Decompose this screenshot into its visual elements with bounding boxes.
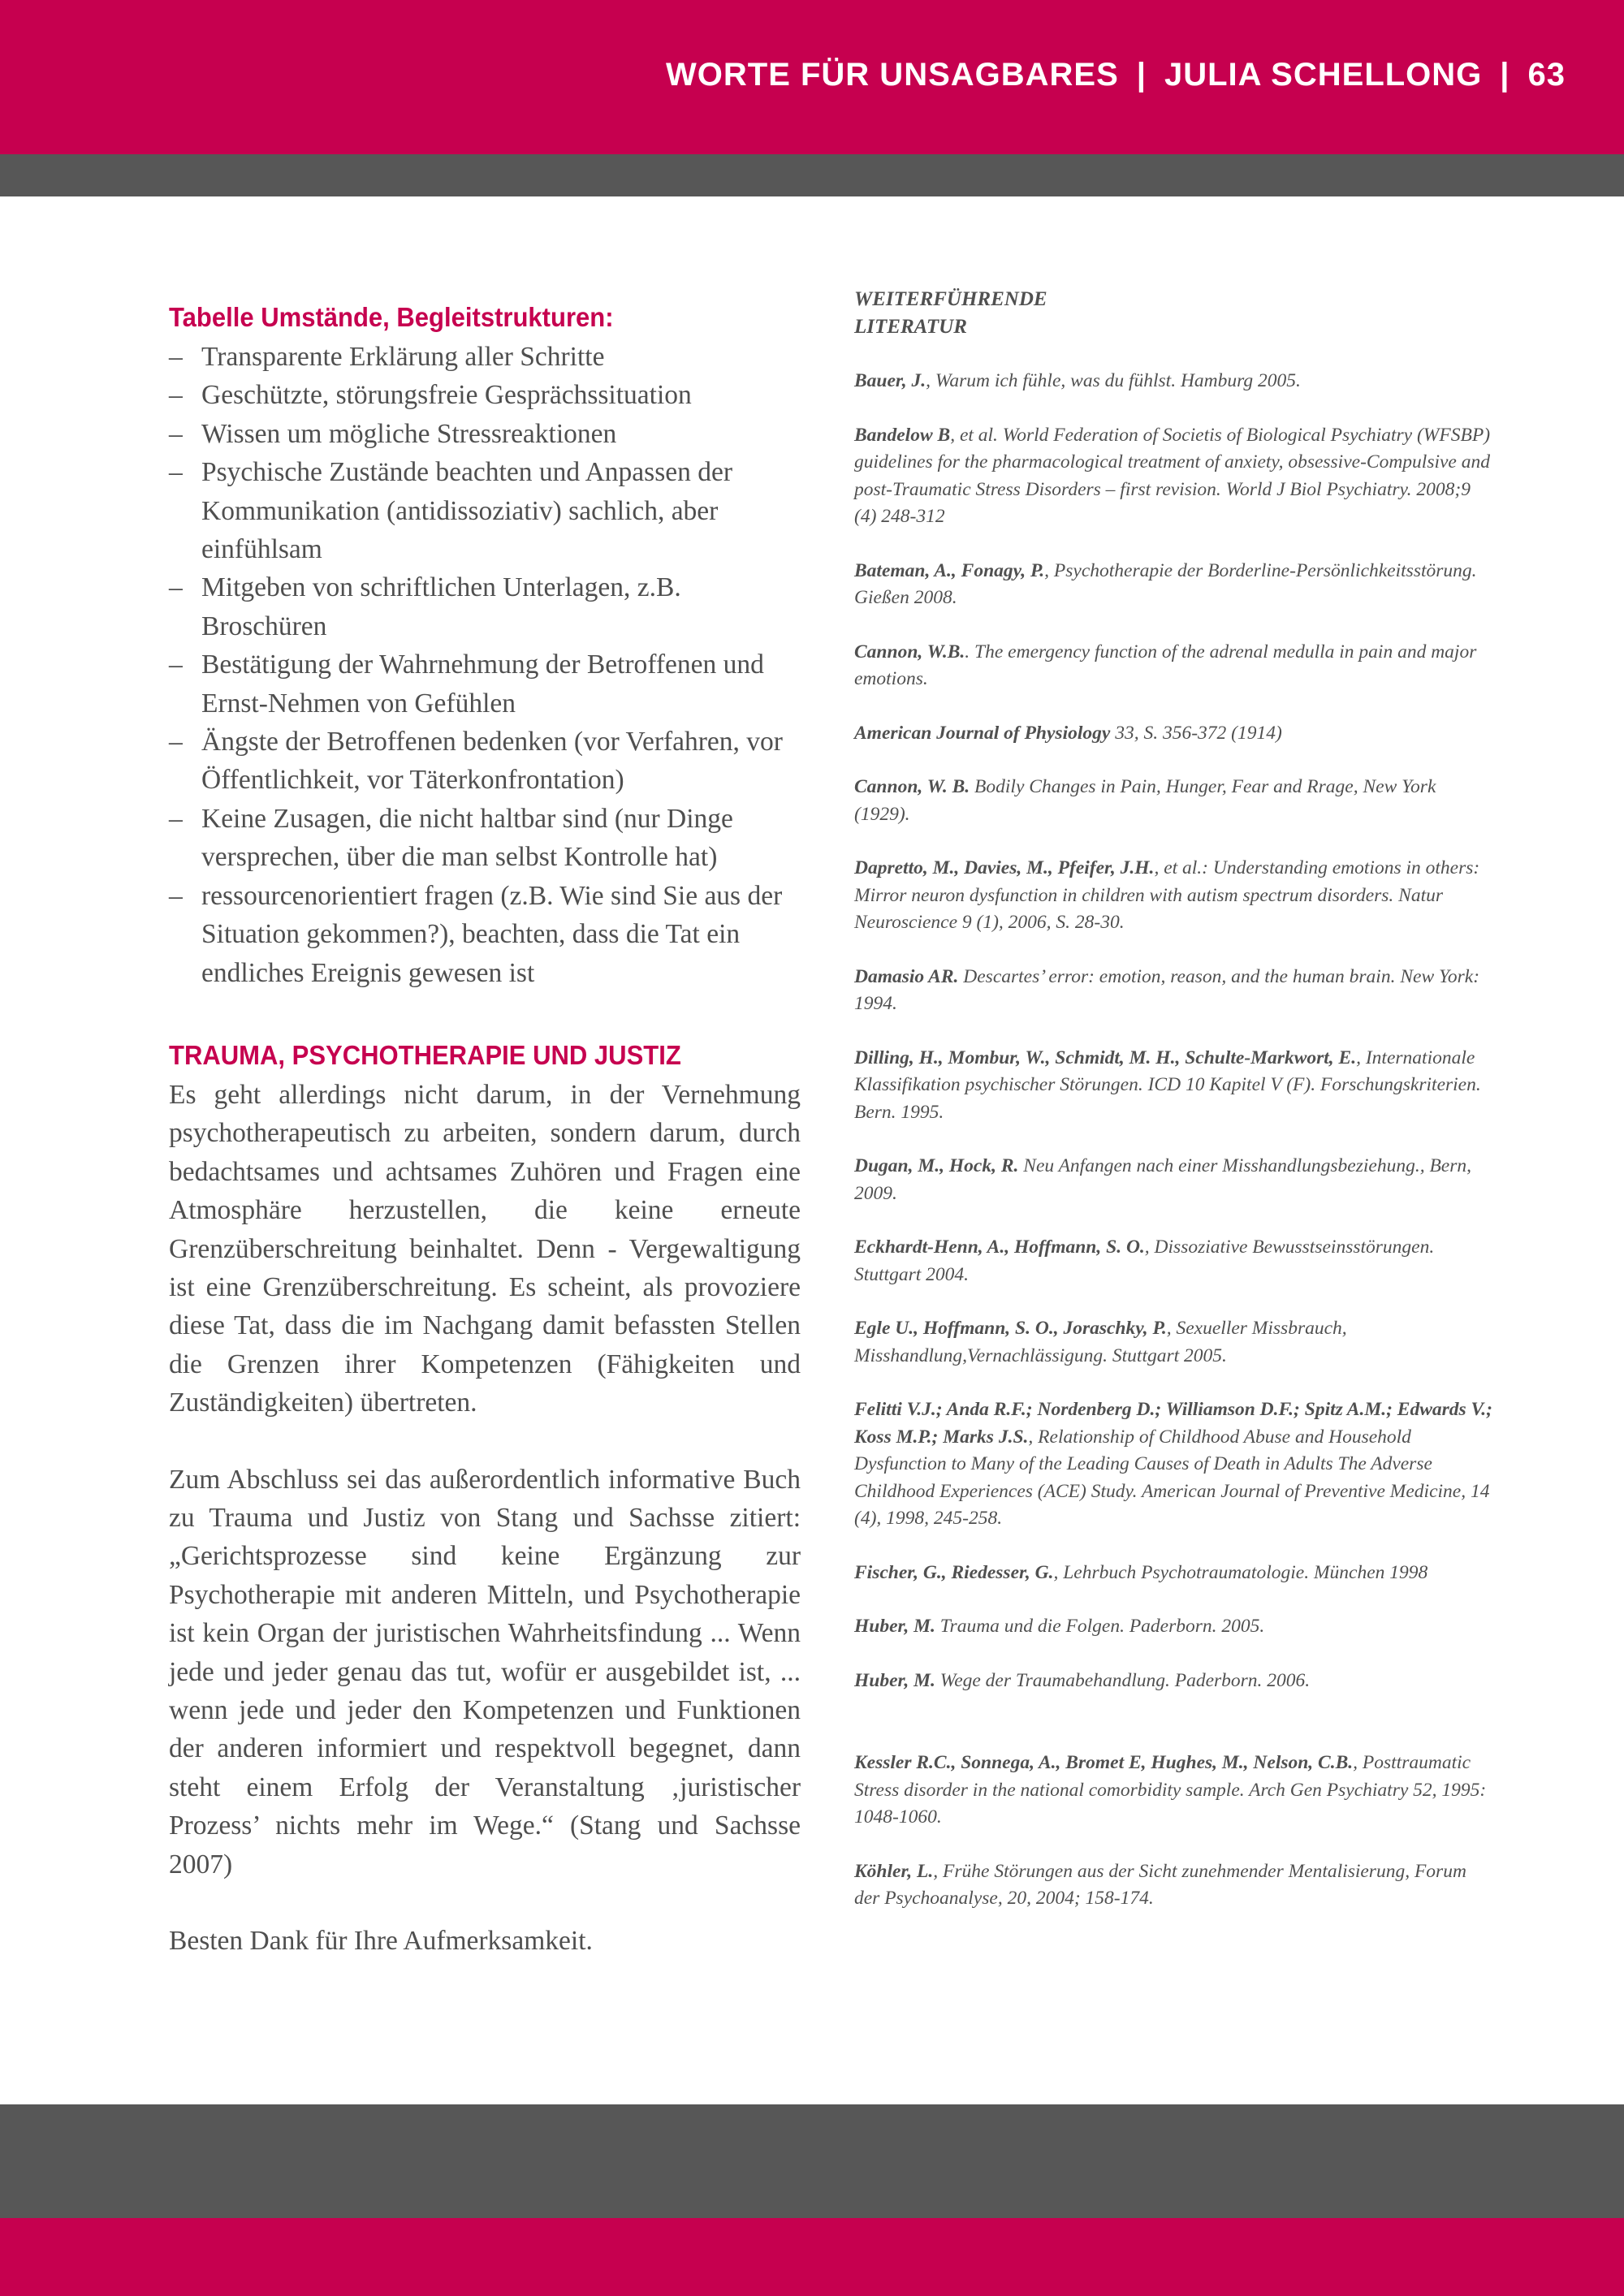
section-heading: TRAUMA, PSYCHOTHERAPIE UND JUSTIZ: [169, 1039, 681, 1070]
reference-item: [854, 1045, 1496, 1127]
page-number: 63: [1527, 57, 1566, 93]
reference-author: Dilling, H., Mombur, W., Schmidt, M. H., Schulte-Markwort, E.: [854, 1047, 1357, 1068]
reference-item: [854, 1858, 1496, 1913]
reference-item: [854, 964, 1496, 1018]
bullet-list: [169, 338, 801, 992]
list-item: – Wissen um mögliche Stressreaktionen: [169, 415, 801, 453]
reference-author: Huber, M.: [854, 1669, 935, 1691]
table-heading: Tabelle Umstände, Begleitstrukturen:: [169, 302, 614, 332]
list-item: – Transparente Erklärung aller Schritte: [169, 338, 801, 376]
reference-item: [854, 1315, 1496, 1370]
reference-author: Bauer, J.: [854, 370, 926, 391]
reference-author: Bateman, A., Fonagy, P.: [854, 559, 1045, 581]
reference-item: [854, 1396, 1496, 1533]
reference-author: Cannon, W.B.: [854, 641, 965, 662]
reference-text: , Warum ich fühle, was du fühlst. Hamburg 2005.: [926, 370, 1301, 391]
header-separator: |: [1500, 57, 1510, 93]
publication-title: WORTE FÜR UNSAGBARES: [666, 57, 1119, 93]
body-paragraph: Zum Abschluss sei das außerordentlich informative Buch zu Trauma und Justiz von Stang und Sachsse zitiert: „Gerichtsprozesse sind keine Ergänzung zur Psychotherapie mit anderen Mitteln, und Psychotherapie ist kein Organ der juristischen Wahrheitsfindung ... Wenn jede und jeder genau das tut, wofür er ausgebildet ist, ... wenn jede und jeder den Kompetenzen und Funktionen der anderen informiert und respektvoll begegnet, dann steht einem Erfolg der Veranstaltung ‚juristischer Prozess’ nichts mehr im Wege.“ (Stang und Sachsse 2007): [169, 1464, 801, 1880]
reference-text: , Posttraumatic Stress disorder in the national comorbidity sample. Arch Gen Psychiatry 52, 1995: 1048-1060.: [854, 1752, 1487, 1828]
reference-item: [854, 774, 1496, 828]
footer-grey-strip: [0, 2104, 1624, 2218]
list-item: – Bestätigung der Wahrnehmung der Betroffenen und Ernst-Nehmen von Gefühlen: [169, 645, 801, 723]
reference-item: [854, 1750, 1496, 1832]
reference-text: , Dissoziative Bewusstseinsstörungen. Stuttgart 2004.: [854, 1236, 1435, 1285]
reference-text: Descartes’ error: emotion, reason, and the human brain. New York: 1994.: [854, 965, 1480, 1014]
reference-text: . The emergency function of the adrenal medulla in pain and major emotions.: [854, 641, 1477, 689]
reference-text: Wege der Traumabehandlung. Paderborn. 2006.: [935, 1669, 1311, 1691]
reference-text: , Lehrbuch Psychotraumatologie. München 1998: [1053, 1561, 1428, 1583]
reference-author: Felitti V.J.; Anda R.F.; Nordenberg D.; Williamson D.F.; Spitz A.M.; Edwards V.; Koss M.P.; Marks J.S.: [854, 1399, 1492, 1448]
reference-text: , Sexueller Missbrauch, Misshandlung,Vernachlässigung. Stuttgart 2005.: [854, 1318, 1347, 1366]
header-separator: |: [1136, 57, 1147, 93]
reference-text: , et al.: Understanding emotions in others: Mirror neuron dysfunction in children with autism spectrum disorders. Natur Neuroscience 9 (1), 2006, S. 28-30.: [854, 857, 1480, 933]
reference-author: Köhler, L.: [854, 1860, 934, 1882]
list-item: – Keine Zusagen, die nicht haltbar sind (nur Dinge versprechen, über die man selbst Kontrolle hat): [169, 800, 801, 877]
list-item: – ressourcenorientiert fragen (z.B. Wie sind Sie aus der Situation gekommen?), beachten, dass die Tat ein endliches Ereignis gewesen ist: [169, 877, 801, 992]
list-item: – Geschützte, störungsfreie Gesprächssituation: [169, 376, 801, 414]
references-column: [854, 286, 1496, 1913]
reference-text: , Relationship of Childhood Abuse and Household Dysfunction to Many of the Leading Causes of Death in Adults The Adverse Childhood Experiences (ACE) Study. American Journal of Preventive Medicine, 14 (4), 1998, 245-258.: [854, 1426, 1490, 1529]
reference-item: [854, 558, 1496, 612]
list-item: – Ängste der Betroffenen bedenken (vor Verfahren, vor Öffentlichkeit, vor Täterkonfrontation): [169, 723, 801, 800]
reference-author: Bandelow B: [854, 424, 951, 446]
body-paragraph: Es geht allerdings nicht darum, in der Vernehmung psychotherapeutisch zu arbeiten, sondern darum, durch bedachtsames und achtsames Zuhören und Fragen eine Atmosphäre herzustellen, die keine erneute Grenzüberschreitung beinhaltet. Denn - Vergewaltigung ist eine Grenzüberschreitung. Es scheint, als provoziere diese Tat, dass die im Nachgang damit befassten Stellen die Grenzen ihrer Kompetenzen (Fähigkeiten und Zuständigkeiten) übertreten.: [169, 1079, 801, 1418]
header-grey-strip: [0, 154, 1624, 196]
reference-item: [854, 422, 1496, 531]
footer-band: [0, 2218, 1624, 2296]
reference-item: [854, 1153, 1496, 1207]
reference-item: [854, 1234, 1496, 1288]
reference-text: Trauma und die Folgen. Paderborn. 2005.: [935, 1616, 1265, 1637]
main-column: [169, 297, 801, 1960]
reference-text: Neu Anfangen nach einer Misshandlungsbeziehung., Bern, 2009.: [854, 1155, 1472, 1204]
author-name: JULIA SCHELLONG: [1164, 57, 1483, 93]
list-item: – Mitgeben von schriftlichen Unterlagen, z.B. Broschüren: [169, 568, 801, 645]
reference-author: Fischer, G., Riedesser, G.: [854, 1561, 1054, 1583]
reference-item: [854, 855, 1496, 937]
reference-item: [854, 368, 1496, 395]
reference-author: American Journal of Physiology: [854, 722, 1111, 744]
reference-author: Eckhardt-Henn, A., Hoffmann, S. O.: [854, 1236, 1145, 1258]
reference-text: , Internationale Klassifikation psychischer Störungen. ICD 10 Kapitel V (F). Forschungskriterien. Bern. 1995.: [854, 1047, 1481, 1123]
reference-item: [854, 720, 1496, 748]
reference-text: , Psychotherapie der Borderline-Persönlichkeitsstörung. Gießen 2008.: [854, 559, 1477, 608]
reference-text: 33, S. 356-372 (1914): [1110, 722, 1282, 744]
running-header: [666, 57, 1566, 93]
reference-item: [854, 1668, 1496, 1695]
reference-item: [854, 1560, 1496, 1587]
list-item: – Psychische Zustände beachten und Anpassen der Kommunikation (antidissoziativ) sachlich, aber einfühlsam: [169, 453, 801, 568]
reference-author: Dugan, M., Hock, R.: [854, 1155, 1019, 1176]
reference-author: Cannon, W. B.: [854, 776, 970, 797]
closing-paragraph: Besten Dank für Ihre Aufmerksamkeit.: [169, 1926, 593, 1957]
reference-author: Dapretto, M., Davies, M., Pfeifer, J.H.: [854, 857, 1155, 878]
reference-item: [854, 639, 1496, 693]
reference-author: Kessler R.C., Sonnega, A., Bromet E, Hughes, M., Nelson, C.B.: [854, 1752, 1354, 1773]
reference-text: , et al. World Federation of Societis of Biological Psychiatry (WFSBP) guidelines for the pharmacological treatment of anxiety, obsessive-Compulsive and post-Traumatic Stress Disorders – first revision. World J Biol Psychiatry. 2008;9 (4) 248-312: [854, 424, 1491, 527]
references-heading: WEITERFÜHRENDE LITERATUR: [854, 288, 1047, 338]
reference-item: [854, 1613, 1496, 1641]
reference-author: Damasio AR.: [854, 965, 959, 987]
reference-text: Bodily Changes in Pain, Hunger, Fear and Rrage, New York (1929).: [854, 776, 1436, 825]
reference-text: , Frühe Störungen aus der Sicht zunehmender Mentalisierung, Forum der Psychoanalyse, 20, 2004; 158-174.: [854, 1860, 1466, 1909]
reference-author: Huber, M.: [854, 1616, 935, 1637]
reference-author: Egle U., Hoffmann, S. O., Joraschky, P.: [854, 1318, 1167, 1339]
